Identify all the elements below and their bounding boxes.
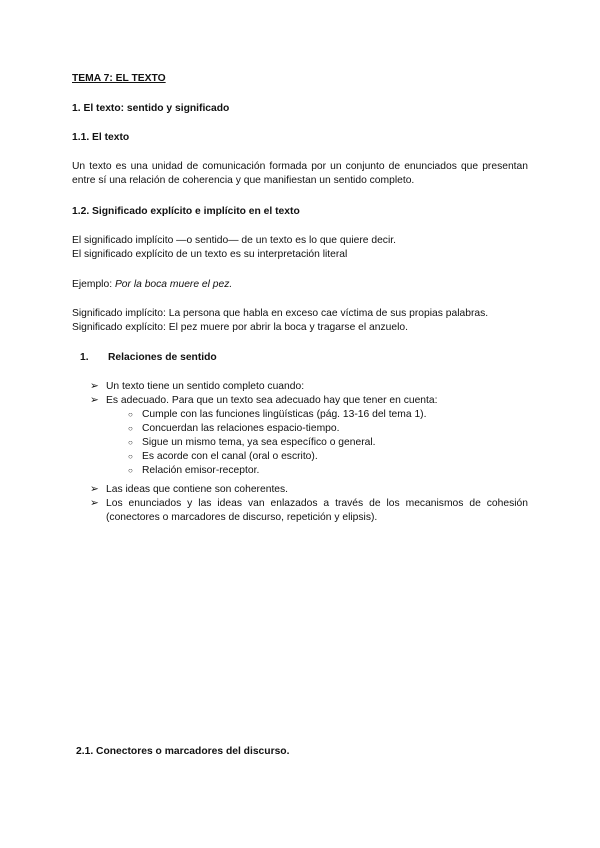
- circle-bullet-icon: ○: [128, 466, 133, 475]
- heading-1: 1. El texto: sentido y significado: [72, 103, 230, 114]
- arrow-bullet-icon: ➢: [90, 498, 99, 509]
- list-item: ➢ Un texto tiene un sentido completo cuando:: [90, 381, 305, 392]
- list-item: ➢ Las ideas que contiene son coherentes.: [90, 484, 289, 495]
- document-title: TEMA 7: EL TEXTO: [72, 73, 166, 84]
- sub-list-item: ○ Concuerdan las relaciones espacio-tiempo.: [128, 423, 340, 434]
- circle-bullet-icon: ○: [128, 452, 133, 461]
- list-item-text: Los enunciados y las ideas van enlazados a través de los mecanismos de cohesión (conectores o marcadores de discurso, repetición y elipsis).: [106, 498, 528, 523]
- list-item: ➢ Es adecuado. Para que un texto sea adecuado hay que tener en cuenta:: [90, 395, 438, 406]
- list-item: [90, 497, 106, 511]
- circle-bullet-icon: ○: [128, 410, 133, 419]
- circle-bullet-icon: ○: [128, 438, 133, 447]
- sub-list-item: ○ Es acorde con el canal (oral o escrito).: [128, 451, 318, 462]
- arrow-bullet-icon: ➢: [90, 395, 99, 406]
- circle-bullet-icon: ○: [128, 424, 133, 433]
- arrow-bullet-icon: ➢: [90, 484, 99, 495]
- section-title: Relaciones de sentido: [108, 352, 217, 363]
- sub-list-item: ○ Relación emisor-receptor.: [128, 465, 260, 476]
- sub-list-item: ○ Cumple con las funciones lingüísticas (pág. 13-16 del tema 1).: [128, 409, 427, 420]
- explicit-definition: El significado explícito de un texto es su interpretación literal: [72, 249, 348, 260]
- heading-1-1: 1.1. El texto: [72, 132, 130, 143]
- heading-2-1: 2.1. Conectores o marcadores del discurso.: [76, 746, 290, 757]
- example-label: Ejemplo:: [72, 279, 113, 290]
- sub-list-item: ○ Sigue un mismo tema, ya sea específico o general.: [128, 437, 376, 448]
- implicit-definition: El significado implícito —o sentido— de un texto es lo que quiere decir.: [72, 235, 396, 246]
- explicit-meaning: Significado explícito: El pez muere por abrir la boca y tragarse el anzuelo.: [72, 322, 408, 333]
- arrow-bullet-icon: ➢: [90, 381, 99, 392]
- section-number: 1.: [80, 352, 89, 363]
- heading-1-2: 1.2. Significado explícito e implícito en el texto: [72, 206, 300, 217]
- example-line: [72, 278, 232, 292]
- paragraph-definition: Un texto es una unidad de comunicación formada por un conjunto de enunciados que presentan entre sí una relación de coherencia y que manifiestan un sentido completo.: [72, 161, 528, 186]
- implicit-meaning: Significado implícito: La persona que habla en exceso cae víctima de sus propias palabras.: [72, 308, 489, 319]
- example-text: Por la boca muere el pez.: [114, 279, 233, 290]
